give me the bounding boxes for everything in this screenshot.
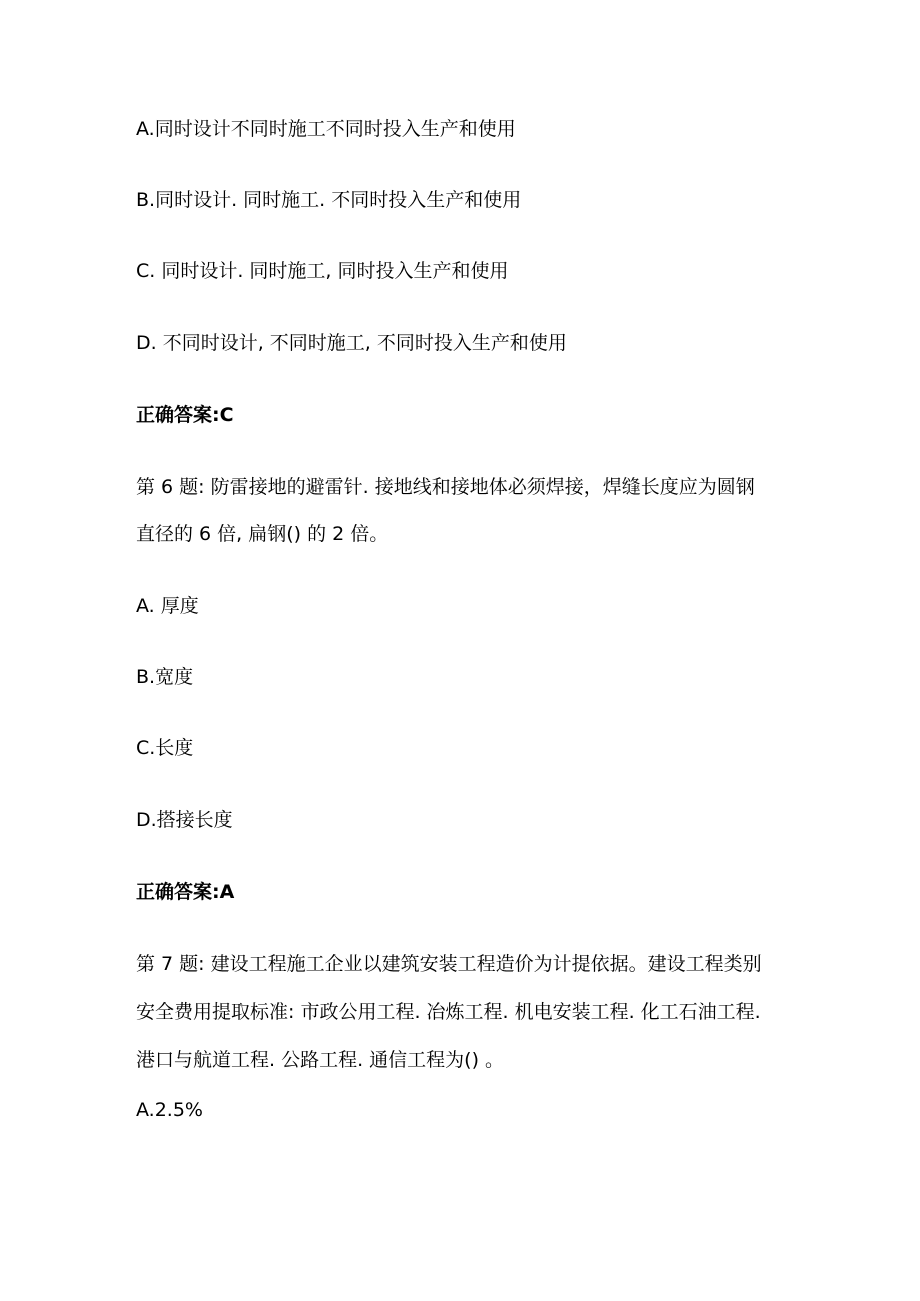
q5-option-d: D. 不同时设计, 不同时施工, 不同时投入生产和使用 (136, 332, 567, 354)
q6-question-line-2: 直径的 6 倍, 扁钢() 的 2 倍。 (136, 523, 389, 545)
q6-question-line-1: 第 6 题: 防雷接地的避雷针. 接地线和接地体必须焊接，焊缝长度应为圆钢 (136, 476, 755, 498)
q6-option-d: D.搭接长度 (136, 809, 233, 831)
q5-option-a: A.同时设计不同时施工不同时投入生产和使用 (136, 118, 516, 140)
q7-question-line-1: 第 7 题: 建设工程施工企业以建筑安装工程造价为计提依据。建设工程类别 (136, 953, 762, 975)
q6-option-b: B.宽度 (136, 666, 194, 688)
q5-answer: 正确答案:C (136, 404, 234, 426)
q7-question-line-3: 港口与航道工程. 公路工程. 通信工程为() 。 (136, 1049, 505, 1071)
q5-option-b: B.同时设计. 同时施工. 不同时投入生产和使用 (136, 189, 522, 211)
q7-option-a: A.2.5% (136, 1099, 203, 1121)
q6-answer: 正确答案:A (136, 881, 235, 903)
q5-option-c: C. 同时设计. 同时施工, 同时投入生产和使用 (136, 260, 509, 282)
q6-option-c: C.长度 (136, 737, 194, 759)
q6-option-a: A. 厚度 (136, 595, 199, 617)
q7-question-line-2: 安全费用提取标准: 市政公用工程. 冶炼工程. 机电安装工程. 化工石油工程. (136, 1001, 761, 1023)
